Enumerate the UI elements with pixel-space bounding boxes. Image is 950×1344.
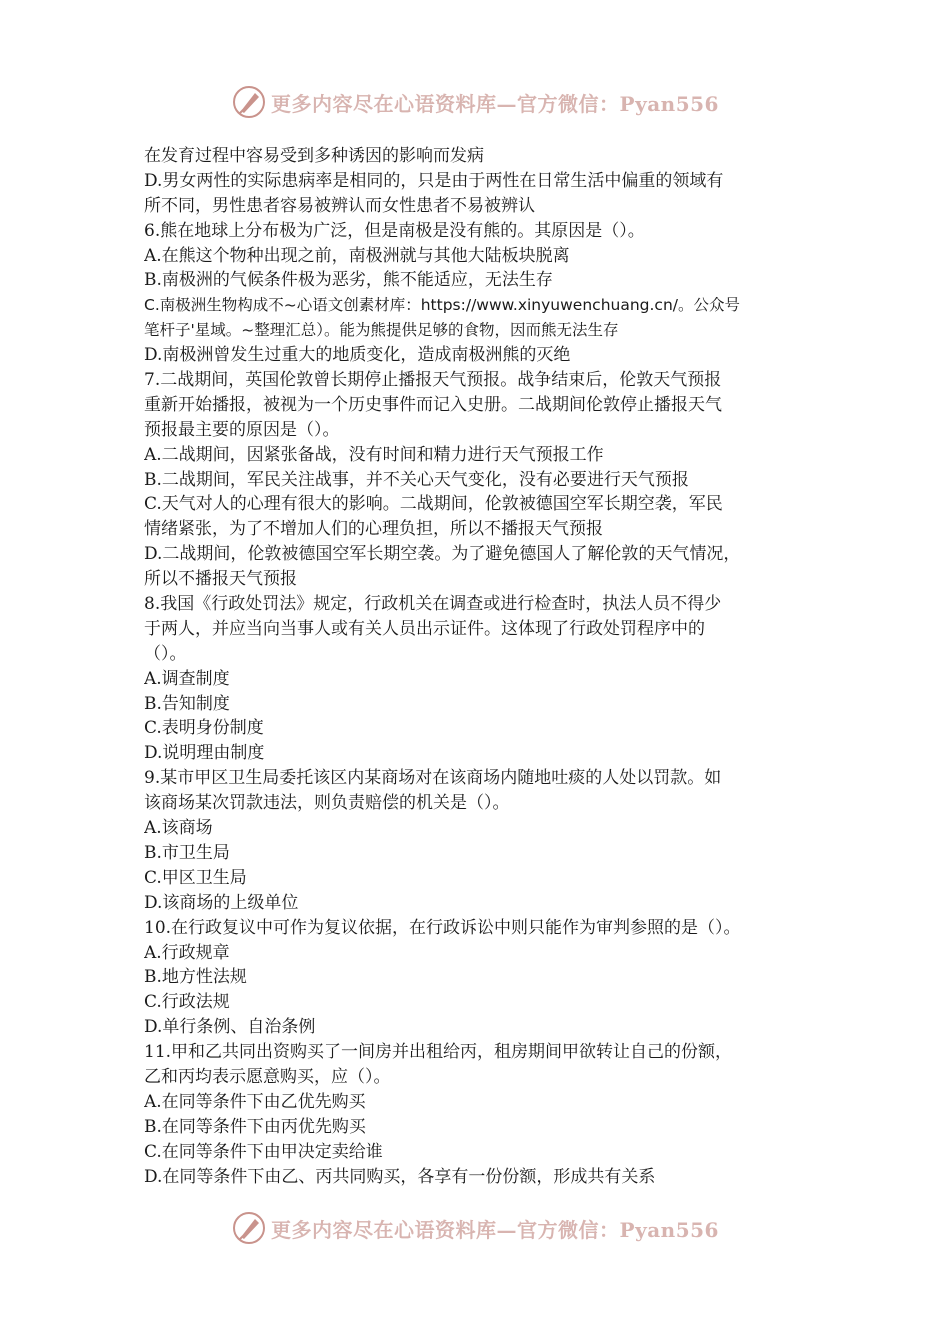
option-d: D.南极洲曾发生过重大的地质变化，造成南极洲熊的灭绝	[144, 345, 571, 366]
option-c: C.在同等条件下由甲决定卖给谁	[144, 1141, 383, 1162]
text-line: 重新开始播报，被视为一个历史事件而记入史册。二战期间伦敦停止播报天气	[144, 394, 722, 415]
option-b: B.地方性法规	[144, 967, 247, 988]
option-b: B.在同等条件下由丙优先购买	[144, 1116, 366, 1137]
option-d: D.单行条例、自治条例	[144, 1017, 316, 1038]
option-a: A.该商场	[144, 818, 213, 839]
option-a: A.在同等条件下由乙优先购买	[144, 1091, 366, 1112]
question-10: 10.在行政复议中可作为复议依据，在行政诉讼中则只能作为审判参照的是（）。	[144, 917, 741, 938]
text-line: 乙和丙均表示愿意购买，应（）。	[144, 1066, 391, 1087]
option-c-continued: 笔杆子'星域。~整理汇总）。能为熊提供足够的食物，因而熊无法生存	[144, 321, 619, 340]
question-7: 7.二战期间，英国伦敦曾长期停止播报天气预报。战争结束后，伦敦天气预报	[144, 370, 722, 391]
option-c: C.表明身份制度	[144, 718, 264, 739]
text-line: D.男女两性的实际患病率是相同的，只是由于两性在日常生活中偏重的领域有	[144, 170, 724, 191]
pen-nib-logo-icon	[231, 84, 267, 120]
question-11: 11.甲和乙共同出资购买了一间房并出租给丙，租房期间甲欲转让自己的份额，	[144, 1042, 733, 1063]
text-line: 情绪紧张，为了不增加人们的心理负担，所以不播报天气预报	[144, 519, 603, 540]
option-b: B.南极洲的气候条件极为恶劣，熊不能适应，无法生存	[144, 270, 553, 291]
option-c: C.行政法规	[144, 992, 230, 1013]
option-d: D.说明理由制度	[144, 743, 265, 764]
pen-nib-logo-icon	[231, 1210, 267, 1246]
text-line: 在发育过程中容易受到多种诱因的影响而发病	[144, 146, 484, 166]
footer-banner	[0, 1206, 950, 1250]
header-banner	[0, 80, 950, 124]
text-line: 所以不播报天气预报	[144, 569, 297, 590]
text-line: 于两人，并应当向当事人或有关人员出示证件。这体现了行政处罚程序中的	[144, 618, 705, 639]
option-b: B.二战期间，军民关注战事，并不关心天气变化，没有必要进行天气预报	[144, 469, 689, 490]
banner-text: 更多内容尽在心语资料库—官方微信：Pyan556	[271, 91, 719, 116]
option-b: B.告知制度	[144, 693, 230, 714]
text-line: 预报最主要的原因是（）。	[144, 419, 340, 440]
question-8: 8.我国《行政处罚法》规定，行政机关在调查或进行检查时，执法人员不得少	[144, 594, 722, 615]
option-a: A.在熊这个物种出现之前，南极洲就与其他大陆板块脱离	[144, 245, 570, 266]
option-d: D.该商场的上级单位	[144, 892, 299, 913]
option-d: D.在同等条件下由乙、丙共同购买，各享有一份份额，形成共有关系	[144, 1166, 656, 1187]
option-b: B.市卫生局	[144, 842, 230, 863]
document-body	[144, 144, 812, 1189]
option-c: C.天气对人的心理有很大的影响。二战期间，伦敦被德国空军长期空袭，军民	[144, 494, 723, 515]
text-line: 该商场某次罚款违法，则负责赔偿的机关是（）。	[144, 793, 510, 814]
option-d: D.二战期间，伦敦被德国空军长期空袭。为了避免德国人了解伦敦的天气情况，	[144, 544, 741, 565]
option-a: A.二战期间，因紧张备战，没有时间和精力进行天气预报工作	[144, 444, 604, 465]
option-c-watermark-line: C.南极洲生物构成不~心语文创素材库：https://www.xinyuwenchuang.cn/。公众号	[144, 296, 740, 315]
option-c: C.甲区卫生局	[144, 867, 247, 888]
question-9: 9.某市甲区卫生局委托该区内某商场对在该商场内随地吐痰的人处以罚款。如	[144, 768, 722, 789]
text-line: （）。	[144, 643, 187, 664]
question-6: 6.熊在地球上分布极为广泛，但是南极是没有熊的。其原因是（）。	[144, 220, 645, 241]
text-line: 所不同，男性患者容易被辨认而女性患者不易被辨认	[144, 195, 535, 216]
option-a: A.调查制度	[144, 668, 230, 689]
banner-text: 更多内容尽在心语资料库—官方微信：Pyan556	[271, 1217, 719, 1242]
option-a: A.行政规章	[144, 942, 230, 963]
